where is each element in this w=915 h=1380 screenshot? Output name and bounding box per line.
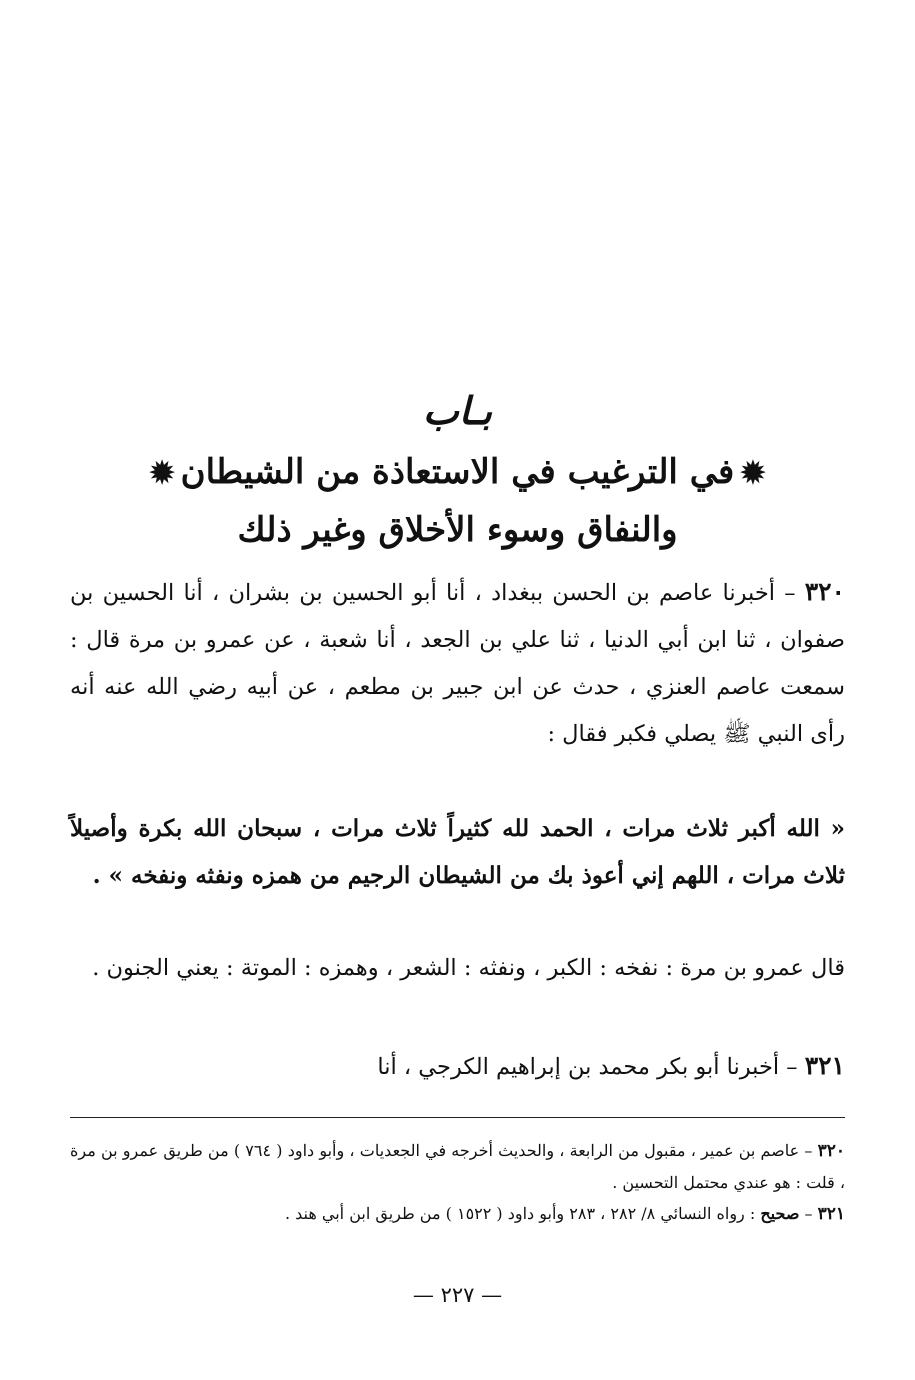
- footnote-divider: [70, 1117, 845, 1118]
- dua-text: « الله أكبر ثلاث مرات ، الحمد لله كثيراً ثلاث مرات ، سبحان الله بكرة وأصيلاً ثلاث مرات ، اللهم إني أعوذ بك من الشيطان الرجيم من همزه ونفثه ونفخه » .: [70, 815, 845, 889]
- page-number: — ٢٢٧ —: [412, 1283, 503, 1307]
- hadith-321-paragraph: [70, 1042, 845, 1091]
- footnote-grade-label: صحيح: [760, 1204, 800, 1223]
- chapter-title-line-2: والنفاق وسوء الأخلاق وغير ذلك: [237, 510, 678, 550]
- footnote-number: ٣٢١: [817, 1204, 845, 1224]
- hadith-320-paragraph: [70, 568, 845, 758]
- chapter-title-text-1: في الترغيب في الاستعاذة من الشيطان: [180, 452, 735, 492]
- chapter-title-line-1: [0, 452, 915, 492]
- footnotes: [70, 1135, 845, 1230]
- star-ornament-icon: ✹: [149, 456, 175, 491]
- hadith-separator: –: [779, 1054, 805, 1080]
- footnote-text: عاصم بن عمير ، مقبول من الرابعة ، والحديث أخرجه في الجعديات ، وأبو داود ( ٧٦٤ ) من طريق عمرو بن مرة ، قلت : هو عندي محتمل التحسين .: [70, 1141, 845, 1192]
- footnote-separator: –: [799, 1204, 818, 1223]
- hadith-separator: –: [775, 580, 805, 606]
- hadith-text: أخبرنا عاصم بن الحسن ببغداد ، أنا أبو الحسين بن بشران ، أنا الحسين بن صفوان ، ثنا ابن أبي الدنيا ، ثنا علي بن الجعد ، أنا شعبة ، عن عمرو بن مرة قال : سمعت عاصم العنزي ، حدث عن ابن جبير بن مطعم ، عن أبيه رضي الله عنه أنه رأى النبي ﷺ يصلي فكبر فقال :: [70, 580, 845, 747]
- hadith-number: ٣٢١: [804, 1051, 845, 1080]
- footnote-item: [70, 1135, 845, 1198]
- footnote-text: : رواه النسائي ٨/ ٢٨٢ ، ٢٨٣ وأبو داود ( ١٥٢٢ ) من طريق ابن أبي هند .: [284, 1204, 761, 1223]
- hadith-text: أخبرنا أبو بكر محمد بن إبراهيم الكرجي ، أنا: [377, 1054, 780, 1080]
- star-ornament-icon: ✹: [740, 456, 766, 491]
- footnote-number: ٣٢٠: [817, 1141, 846, 1161]
- footnote-separator: –: [799, 1141, 818, 1160]
- footnote-item: [70, 1198, 845, 1230]
- hadith-number: ٣٢٠: [804, 577, 845, 606]
- chapter-label: بـاب: [422, 388, 493, 433]
- explanation-text: قال عمرو بن مرة : نفخه : الكبر ، ونفثه : الشعر ، وهمزه : الموتة : يعني الجنون .: [92, 955, 845, 981]
